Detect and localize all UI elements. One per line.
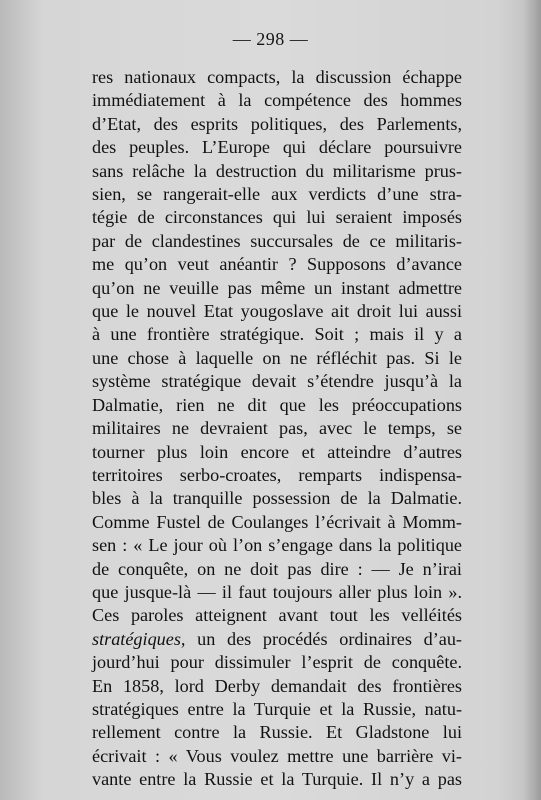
- text-line: En 1858, lord Derby demandait des frontières: [92, 675, 462, 696]
- text-line: écrivait : « Vous voulez mettre une barrière vi-: [92, 745, 462, 766]
- text-line: que jusque-là — il faut toujours aller plus loin ».: [92, 581, 462, 602]
- text-line: sen : « Le jour où l’on s’engage dans la politique: [92, 535, 462, 556]
- body-text: [92, 66, 462, 792]
- text-line: Comme Fustel de Coulanges l’écrivait à Momm-: [92, 511, 462, 532]
- text-line: d’Etat, des esprits politiques, des Parlements,: [92, 113, 462, 134]
- text-line: que le nouvel Etat yougoslave ait droit lui aussi: [92, 301, 462, 322]
- text-line: bles à la tranquille possession de la Dalmatie.: [92, 488, 462, 509]
- text-line: Dalmatie, rien ne dit que les préoccupations: [92, 394, 462, 415]
- text-line: Ces paroles atteignent avant tout les velléités: [92, 605, 462, 626]
- text-line: immédiatement à la compétence des hommes: [92, 90, 462, 111]
- text-line: qu’on ne veuille pas même un instant admettre: [92, 277, 462, 298]
- text-line: militaires ne devraient pas, avec le temps, se: [92, 418, 462, 439]
- text-line: stratégiques entre la Turquie et la Russie, natu-: [92, 698, 462, 719]
- text-line: de conquête, on ne doit pas dire : — Je n’irai: [92, 558, 462, 579]
- page-edge-shadow: [523, 0, 541, 800]
- text-line: sien, se rangerait-elle aux verdicts d’une stra-: [92, 184, 462, 205]
- line-rest: un des procédés ordinaires d’au-: [185, 628, 462, 649]
- text-line: une chose à laquelle on ne réfléchit pas. Si le: [92, 347, 462, 368]
- text-line: tégie de circonstances qui lui seraient imposés: [92, 207, 462, 228]
- text-line: vante entre la Russie et la Turquie. Il n’y a pas: [92, 769, 462, 790]
- text-line: des peuples. L’Europe qui déclare poursuivre: [92, 137, 462, 158]
- text-line: res nationaux compacts, la discussion échappe: [92, 67, 462, 87]
- text-line: jourd’hui pour dissimuler l’esprit de conquête.: [92, 652, 462, 673]
- text-line: par de clandestines succursales de ce militaris-: [92, 230, 462, 251]
- text-line: à une frontière stratégique. Soit ; mais il y a: [92, 324, 462, 345]
- text-line: système stratégique devait s’étendre jusqu’à la: [92, 371, 462, 392]
- text-line: territoires serbo-croates, remparts indispensa-: [92, 464, 462, 485]
- text-line: rellement contre la Russie. Et Gladstone lui: [92, 722, 462, 743]
- text-line-with-italic: [92, 628, 462, 651]
- page-number: — 298 —: [232, 29, 309, 49]
- italic-word: stratégiques,: [92, 628, 186, 649]
- text-line: me qu’on veut anéantir ? Supposons d’avance: [92, 254, 462, 275]
- text-line: sans relâche la destruction du militarisme prus-: [92, 160, 462, 181]
- text-line: tourner plus loin encore et atteindre d’autres: [92, 441, 462, 462]
